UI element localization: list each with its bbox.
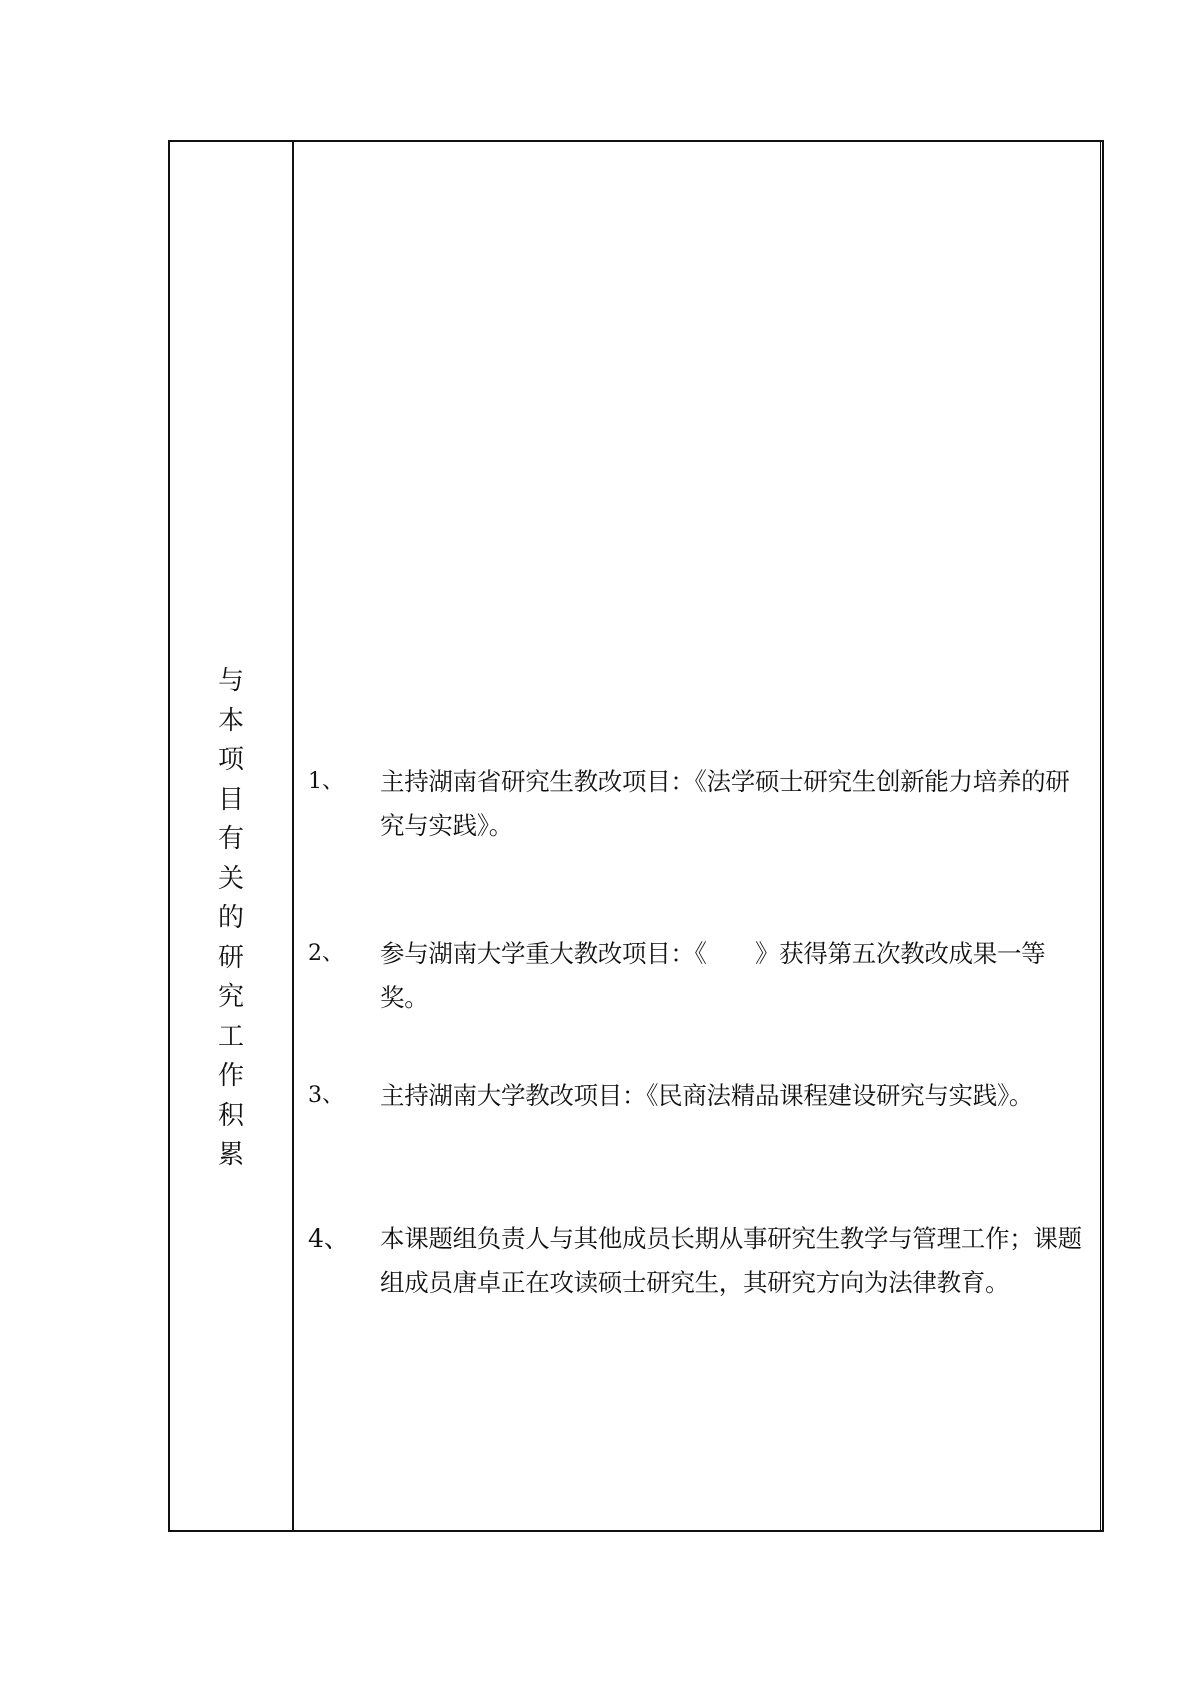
form-table xyxy=(168,140,1104,1532)
list-item-number: 3、 xyxy=(308,1083,344,1108)
content-column xyxy=(296,142,1100,1530)
list-item xyxy=(308,1074,1092,1118)
section-label-char: 项 xyxy=(217,745,244,775)
section-label xyxy=(170,662,292,1176)
list-item-text: 本课题组负责人与其他成员长期从事研究生教学与管理工作；课题组成员唐卓正在攻读硕士研究生，其研究方向为法律教育。 xyxy=(380,1224,1082,1297)
section-label-char: 究 xyxy=(217,982,244,1012)
list-item-number: 4、 xyxy=(308,1224,349,1253)
list-item-text: 主持湖南大学教改项目：《民商法精品课程建设研究与实践》。 xyxy=(380,1081,1034,1110)
label-column xyxy=(170,142,294,1530)
section-label-char: 关 xyxy=(217,863,244,894)
section-label-char: 研 xyxy=(217,942,244,973)
section-label-char: 积 xyxy=(217,1100,244,1131)
section-label-char: 本 xyxy=(217,705,244,736)
list-item-number: 1、 xyxy=(308,769,344,794)
section-label-char: 的 xyxy=(217,903,244,933)
section-label-char: 工 xyxy=(217,1021,244,1052)
list-item xyxy=(308,1217,1092,1305)
section-label-char: 有 xyxy=(217,824,244,854)
section-label-char: 累 xyxy=(217,1140,244,1170)
list-item xyxy=(308,760,1092,848)
section-label-char: 作 xyxy=(217,1061,244,1091)
list-item-text: 参与湖南大学重大教改项目：《 》获得第五次教改成果一等奖。 xyxy=(380,939,1046,1012)
list-item-text: 主持湖南省研究生教改项目：《法学硕士研究生创新能力培养的研究与实践》。 xyxy=(380,767,1070,840)
section-label-char: 与 xyxy=(217,666,244,696)
list-item-number: 2、 xyxy=(308,941,344,966)
section-label-char: 目 xyxy=(217,784,244,815)
list-item xyxy=(308,932,1092,1020)
